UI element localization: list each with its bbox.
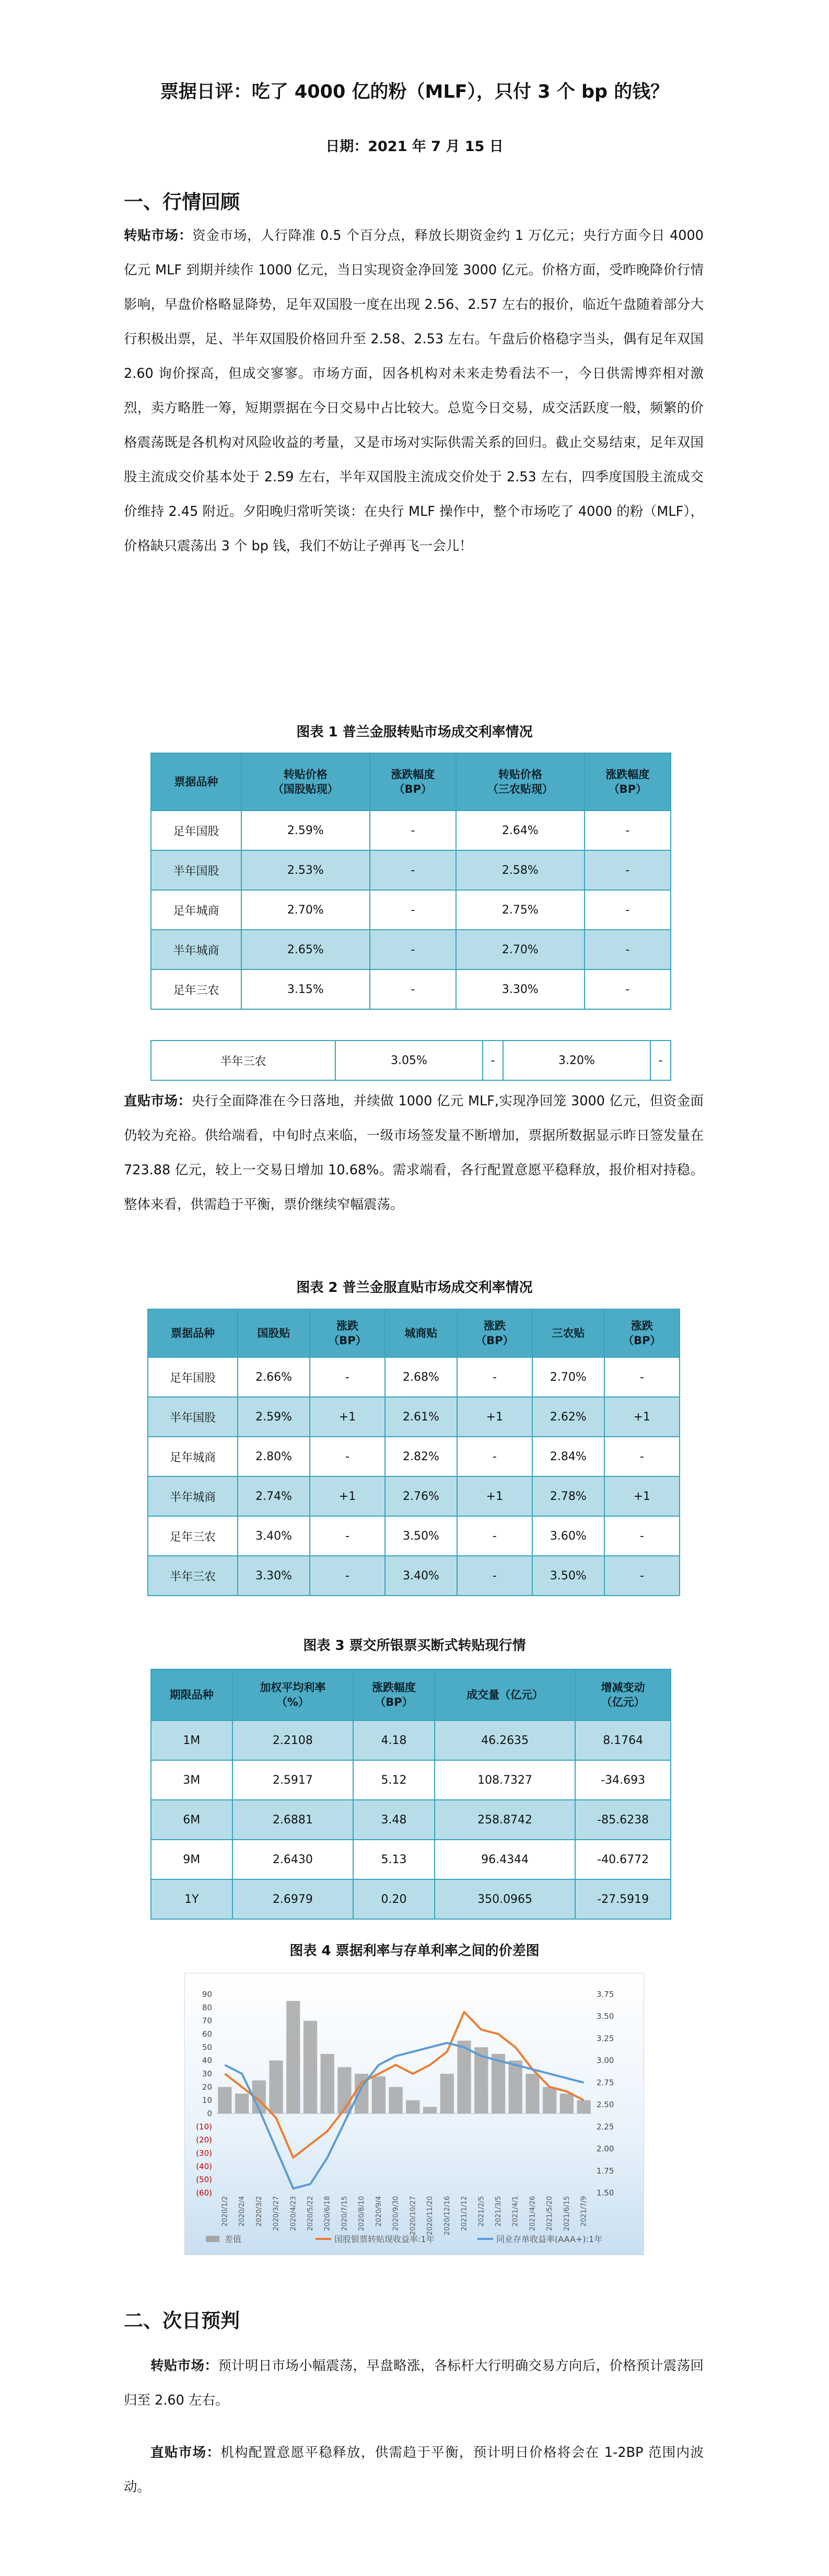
document-date: 日期：2021 年 7 月 15 日 [325,138,504,155]
forecast-zhitie-paragraph [124,2435,704,2504]
right-tick-label: 2.50 [597,2100,614,2110]
table-cell: 3.15% [241,969,370,1009]
table-row [151,811,671,850]
left-tick-label: (20) [196,2135,212,2145]
table-cell: 46.2635 [435,1720,576,1760]
table-row [151,1041,671,1080]
table-row [148,1516,680,1556]
table-cell: 半年国股 [151,850,241,890]
table-row [151,1760,671,1800]
table-cell: -40.6772 [575,1840,671,1879]
spread-bar [286,2001,300,2113]
column-header: 城商贴 [385,1309,457,1357]
table-cell: 3M [151,1760,232,1800]
table-cell: 2.70% [241,890,370,930]
table-cell: - [483,1041,503,1080]
table-row [151,890,671,930]
x-tick-label: 2021/4/26 [529,2196,537,2231]
table2-header-row [148,1309,680,1357]
zhuantie-label: 转贴市场： [124,228,193,244]
column-header: 三农贴 [532,1309,604,1357]
table-cell: 2.5917 [232,1760,354,1800]
table-cell: 2.6430 [232,1840,354,1879]
table-cell: 2.59% [238,1397,310,1437]
left-tick-label: (10) [196,2122,212,2132]
x-tick-label: 2020/1/2 [221,2196,229,2227]
table-cell: 3.20% [503,1041,650,1080]
spread-bar [406,2100,419,2113]
forecast-zhitie-label: 直贴市场： [150,2445,221,2461]
table-row [151,850,671,890]
right-tick-label: 2.25 [597,2122,614,2132]
table-row [148,1397,680,1437]
zhitie-text: 央行全面降准在今日落地，并续做 1000 亿元 MLF,实现净回笼 3000 亿元，但资金面仍较为充裕。供给端看，中旬时点来临，一级市场签发量不断增加，票据所数据显示昨日签发量在 723.88 亿元，较上一交易日增加 10.68%。需求端看，各行配置意愿平稳释放，报价相对持稳。整体来看，供需趋于平衡，票价继续窄幅震荡。 [124,1093,704,1212]
table-cell: 足年城商 [148,1437,238,1476]
table-row [148,1357,680,1397]
table-cell: 3.50% [385,1516,457,1556]
table-cell: +1 [457,1397,532,1437]
table-cell: 1Y [151,1879,232,1919]
table-cell: 2.74% [238,1476,310,1516]
spread-bar [372,2076,386,2113]
table2 [147,1309,680,1596]
table-cell: - [585,969,671,1009]
table-cell: - [370,930,456,969]
table-cell: +1 [604,1476,680,1516]
table-cell: - [585,890,671,930]
column-header: 涨跌 （BP） [457,1309,532,1357]
table1-caption: 图表 1 普兰金服转贴市场成交利率情况 [296,724,533,740]
table-cell: - [604,1437,680,1476]
table-cell: 350.0965 [435,1879,576,1919]
table-cell: 2.64% [456,811,585,850]
column-header: 票据品种 [148,1309,238,1357]
left-tick-label: 40 [202,2055,212,2065]
table-cell: - [604,1357,680,1397]
table-cell: 6M [151,1800,232,1840]
table-cell: 半年三农 [151,1041,335,1080]
table3 [150,1669,671,1920]
table-cell: 2.76% [385,1476,457,1516]
table-cell: 2.68% [385,1357,457,1397]
spread-bar [577,2100,591,2113]
column-header: 国股贴 [238,1309,310,1357]
x-tick-label: 2020/11/20 [426,2196,435,2235]
table-cell: 2.84% [532,1437,604,1476]
table-cell: - [370,850,456,890]
left-tick-label: 50 [202,2042,212,2052]
table3-header-row [151,1669,671,1720]
section-heading-review: 一、行情回顾 [124,191,240,213]
table-cell: 3.05% [335,1041,483,1080]
zhitie-paragraph [124,1084,704,1222]
left-tick-label: (30) [196,2148,212,2158]
column-header: 成交量（亿元） [435,1669,576,1720]
x-tick-label: 2020/5/22 [307,2196,314,2231]
table-row [148,1556,680,1596]
table-cell: 2.6979 [232,1879,354,1919]
table-cell: - [585,930,671,969]
zhuantie-paragraph [124,218,704,563]
table-cell: 3.40% [385,1556,457,1596]
table-cell: 足年三农 [151,969,241,1009]
right-tick-label: 2.75 [597,2077,614,2087]
table-cell: - [310,1437,385,1476]
left-tick-label: 20 [202,2082,212,2092]
column-header: 票据品种 [151,753,241,811]
left-tick-label: 80 [202,2003,212,2013]
spread-bar [423,2107,437,2113]
table-cell: 2.65% [241,930,370,969]
table-cell: - [457,1556,532,1596]
table-cell: 足年城商 [151,890,241,930]
left-tick-label: 70 [202,2016,212,2026]
legend-label: 同业存单收益率(AAA+):1年 [496,2234,603,2244]
table-cell: 足年国股 [148,1357,238,1397]
left-tick-label: 90 [202,1990,212,1999]
table-cell: 2.66% [238,1357,310,1397]
table-cell: -27.5919 [575,1879,671,1919]
table-cell: 0.20 [353,1879,435,1919]
x-tick-label: 2021/2/5 [477,2196,486,2227]
table-cell: 1M [151,1720,232,1760]
spread-bar [218,2087,231,2113]
table1 [150,753,671,1010]
right-tick-label: 3.50 [597,2012,614,2021]
column-header: 加权平均利率 （%） [232,1669,354,1720]
table-cell: +1 [457,1476,532,1516]
forecast-zhitie-text: 机构配置意愿平稳释放，供需趋于平衡，预计明日价格将会在 1-2BP 范围内波动。 [124,2445,704,2495]
left-tick-label: (40) [196,2162,212,2171]
x-tick-label: 2021/3/5 [495,2196,503,2227]
table-cell: 足年国股 [151,811,241,850]
x-tick-label: 2020/8/10 [358,2196,366,2231]
column-header: 期限品种 [151,1669,232,1720]
x-tick-label: 2021/4/1 [511,2196,520,2227]
table-cell: 2.58% [456,850,585,890]
table-cell: 2.61% [385,1397,457,1437]
forecast-zhuantie-paragraph [124,2349,704,2418]
column-header: 增减变动 （亿元） [575,1669,671,1720]
chart-caption: 图表 4 票据利率与存单利率之间的价差图 [289,1943,540,1959]
table-row [151,930,671,969]
left-tick-label: (60) [196,2188,212,2198]
table-cell: - [370,890,456,930]
x-tick-label: 2020/2/4 [238,2196,247,2227]
table-cell: 半年三农 [148,1556,238,1596]
table3-caption: 图表 3 票交所银票买断式转贴现行情 [303,1638,526,1654]
table-cell: - [650,1041,671,1080]
table-cell: 2.53% [241,850,370,890]
x-tick-label: 2021/6/15 [563,2196,571,2231]
legend-swatch [206,2236,219,2242]
section-heading-forecast: 二、次日预判 [124,2309,240,2332]
left-tick-label: (50) [196,2175,212,2185]
table-cell: 2.82% [385,1437,457,1476]
spread-bar [560,2094,574,2113]
table-cell: 3.50% [532,1556,604,1596]
table-cell: 足年三农 [148,1516,238,1556]
table-cell: - [457,1437,532,1476]
table-cell: 8.1764 [575,1720,671,1760]
table-row [151,969,671,1009]
table-cell: +1 [310,1397,385,1437]
x-tick-label: 2020/9/4 [375,2196,383,2227]
table-cell: 5.13 [353,1840,435,1879]
table-cell: - [585,850,671,890]
table-cell: -85.6238 [575,1800,671,1840]
spread-bar [389,2087,403,2113]
x-tick-label: 2021/1/12 [460,2196,469,2231]
table-cell: 2.75% [456,890,585,930]
column-header: 涨跌幅度 （BP） [585,753,671,811]
column-header: 涨跌幅度 （BP） [370,753,456,811]
table-cell: 2.59% [241,811,370,850]
x-tick-label: 2020/3/27 [272,2196,281,2231]
left-tick-label: 60 [202,2029,212,2039]
table-cell: - [310,1357,385,1397]
forecast-zhuantie-text: 预计明日市场小幅震荡，早盘略涨，各标杆大行明确交易方向后，价格预计震荡回归至 2.60 左右。 [124,2358,704,2408]
table-cell: - [310,1556,385,1596]
right-tick-label: 2.00 [597,2144,614,2154]
spread-bar [457,2041,471,2113]
x-tick-label: 2021/7/9 [580,2196,588,2227]
spread-bar [543,2087,556,2113]
right-tick-label: 3.25 [597,2034,614,2043]
table-cell: 108.7327 [435,1760,576,1800]
table-cell: -34.693 [575,1760,671,1800]
table2-caption: 图表 2 普兰金服直贴市场成交利率情况 [296,1280,533,1296]
column-header: 涨跌 （BP） [310,1309,385,1357]
table-cell: 半年城商 [148,1476,238,1516]
table-cell: 3.48 [353,1800,435,1840]
table-cell: - [457,1357,532,1397]
right-tick-label: 1.75 [597,2166,614,2176]
spread-bar [337,2067,351,2113]
table-row [148,1437,680,1476]
table-cell: 半年国股 [148,1397,238,1437]
table-cell: - [457,1516,532,1556]
spread-bar [509,2061,522,2113]
spread-bar [440,2074,454,2113]
table-row [151,1840,671,1879]
column-header: 涨跌 （BP） [604,1309,680,1357]
table-cell: 9M [151,1840,232,1879]
x-tick-label: 2020/12/16 [443,2196,451,2235]
table-cell: +1 [604,1397,680,1437]
table-cell: 2.70% [532,1357,604,1397]
table-cell: 2.80% [238,1437,310,1476]
table-cell: 3.40% [238,1516,310,1556]
spread-chart-svg [185,1973,645,2256]
table-cell: 2.78% [532,1476,604,1516]
x-tick-label: 2020/6/18 [323,2196,332,2231]
x-tick-label: 2020/3/2 [255,2196,263,2227]
table-cell: 258.8742 [435,1800,576,1840]
table1-extra [150,1040,671,1081]
table-cell: 2.2108 [232,1720,354,1760]
table-cell: 半年城商 [151,930,241,969]
right-tick-label: 3.75 [597,1990,614,1999]
forecast-zhuantie-label: 转贴市场： [150,2358,218,2374]
table-cell: 96.4344 [435,1840,576,1879]
spread-chart [184,1973,644,2255]
spread-bar [303,2021,317,2113]
table-cell: 3.30% [238,1556,310,1596]
document-title: 票据日评：吃了 4000 亿的粉（MLF），只付 3 个 bp 的钱？ [160,82,669,102]
x-tick-label: 2020/4/23 [289,2196,298,2231]
table-cell: 2.70% [456,930,585,969]
table-cell: - [604,1556,680,1596]
table-row [151,1720,671,1760]
legend-label: 差值 [225,2234,242,2244]
right-tick-label: 1.50 [597,2188,614,2198]
table-cell: 4.18 [353,1720,435,1760]
table-row [148,1476,680,1516]
table-cell: 3.60% [532,1516,604,1556]
left-tick-label: 10 [202,2095,212,2105]
column-header: 涨跌幅度 （BP） [353,1669,435,1720]
table-cell: - [585,811,671,850]
x-tick-label: 2020/9/30 [392,2196,400,2231]
table-cell: - [370,969,456,1009]
spread-bar [526,2074,539,2113]
right-tick-label: 3.00 [597,2055,614,2065]
x-tick-label: 2021/5/20 [546,2196,554,2231]
table-cell: 3.30% [456,969,585,1009]
table-row [151,1879,671,1919]
table1-header-row [151,753,671,811]
left-tick-label: 0 [207,2109,212,2118]
table-cell: - [604,1516,680,1556]
legend-label: 国股银票转贴现收益率:1年 [334,2234,435,2244]
table-cell: +1 [310,1476,385,1516]
table-cell: - [310,1516,385,1556]
spread-bar [321,2054,334,2113]
table-cell: 2.62% [532,1397,604,1437]
table-row [151,1800,671,1840]
column-header: 转贴价格 （国股贴现） [241,753,370,811]
zhuantie-text: 资金市场，人行降准 0.5 个百分点，释放长期资金约 1 万亿元；央行方面今日 4000 亿元 MLF 到期并续作 1000 亿元，当日实现资金净回笼 3000 亿元。价格方面，受昨晚降价行情影响，早盘价格略显降势，足年双国股一度在出现 2.56、2.57 左右的报价，临近午盘随着部分大行积极出票，足、半年双国股价格回升至 2.58、2.53 左右。午盘后价格稳字当头，偶有足年双国 2.60 询价探高，但成交寥寥。市场方面，因各机构对未来走势看法不一，今日供需博弈相对激烈，卖方略胜一筹，短期票据在今日交易中占比较大。总览今日交易，成交活跃度一般，频繁的价格震荡既是各机构对风险收益的考量，又是市场对实际供需关系的回归。截止交易结束，足年双国股主流成交价基本处于 2.59 左右，半年双国股主流成交价处于 2.53 左右，四季度国股主流成交价维持 2.45 附近。夕阳晚归常听笑谈：在央行 MLF 操作中，整个市场吃了 4000 的粉（MLF），价格缺只震荡出 3 个 bp 钱，我们不妨让子弹再飞一会儿！ [124,228,704,554]
table-cell: 5.12 [353,1760,435,1800]
spread-bar [269,2061,283,2113]
table-cell: - [370,811,456,850]
table-cell: 2.6881 [232,1800,354,1840]
spread-bar [235,2094,249,2113]
zhitie-label: 直贴市场： [124,1093,192,1109]
x-tick-label: 2020/7/15 [341,2196,349,2231]
x-tick-label: 2020/10/27 [409,2196,417,2235]
left-tick-label: 30 [202,2069,212,2078]
column-header: 转贴价格 （三农贴现） [456,753,585,811]
